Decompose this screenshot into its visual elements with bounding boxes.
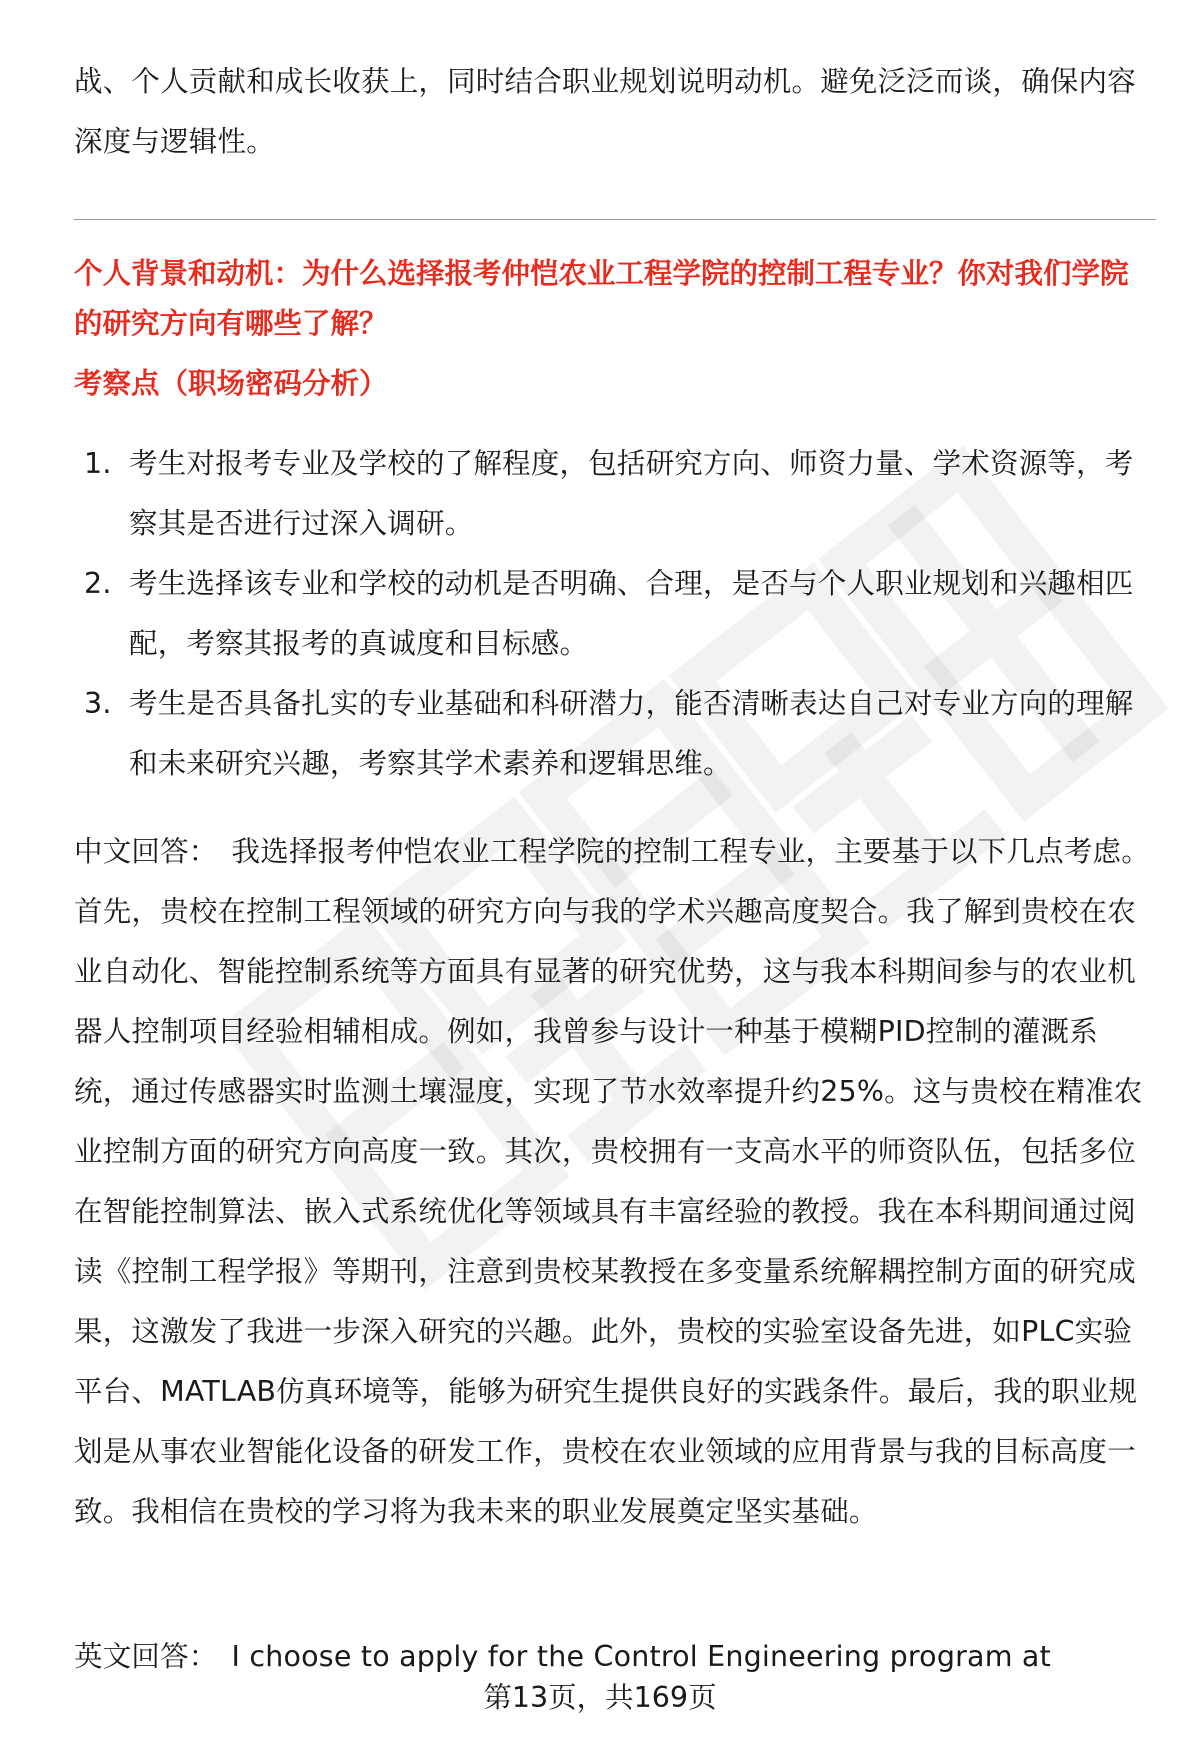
exam-point-item (74, 434, 1154, 554)
exam-points-title: 考察点（职场密码分析） (74, 367, 388, 400)
english-answer-text: I choose to apply for the Control Engineering program at (231, 1640, 1051, 1673)
chinese-answer (74, 822, 1154, 1542)
intro-paragraph: 战、个人贡献和成长收获上，同时结合职业规划说明动机。避免泛泛而谈，确保内容深度与逻辑性。 (74, 65, 1136, 158)
chinese-answer-text: 我选择报考仲恺农业工程学院的控制工程专业，主要基于以下几点考虑。首先，贵校在控制工程领域的研究方向与我的学术兴趣高度契合。我了解到贵校在农业自动化、智能控制系统等方面具有显著的研究优势，这与我本科期间参与的农业机器人控制项目经验相辅相成。例如，我曾参与设计一种基于模糊PID控制的灌溉系统，通过传感器实时监测土壤湿度，实现了节水效率提升约25%。这与贵校在精准农业控制方面的研究方向高度一致。其次，贵校拥有一支高水平的师资队伍，包括多位在智能控制算法、嵌入式系统优化等领域具有丰富经验的教授。我在本科期间通过阅读《控制工程学报》等期刊，注意到贵校某教授在多变量系统解耦控制方面的研究成果，这激发了我进一步深入研究的兴趣。此外，贵校的实验室设备先进，如PLC实验平台、MATLAB仿真环境等，能够为研究生提供良好的实践条件。最后，我的职业规划是从事农业智能化设备的研发工作，贵校在农业领域的应用背景与我的目标高度一致。我相信在贵校的学习将为我未来的职业发展奠定坚实基础。 (74, 835, 1150, 1528)
exam-point-text: 考生是否具备扎实的专业基础和科研潜力，能否清晰表达自己对专业方向的理解和未来研究兴趣，考察其学术素养和逻辑思维。 (129, 687, 1134, 780)
exam-point-number: 3. (84, 687, 112, 720)
exam-point-number: 2. (84, 567, 112, 600)
exam-points-list (74, 434, 1154, 794)
page-number: 第13页，共169页 (483, 1681, 717, 1714)
english-answer-label: 英文回答： (74, 1640, 218, 1673)
exam-point-text: 考生选择该专业和学校的动机是否明确、合理，是否与个人职业规划和兴趣相匹配，考察其报考的真诚度和目标感。 (129, 567, 1134, 660)
exam-point-number: 1. (84, 447, 112, 480)
exam-point-item (74, 554, 1154, 674)
exam-point-item (74, 674, 1154, 794)
section-divider (74, 219, 1156, 220)
exam-point-text: 考生对报考专业及学校的了解程度，包括研究方向、师资力量、学术资源等，考察其是否进行过深入调研。 (129, 447, 1134, 540)
question-heading: 个人背景和动机：为什么选择报考仲恺农业工程学院的控制工程专业？你对我们学院的研究方向有哪些了解？ (74, 257, 1129, 340)
chinese-answer-label: 中文回答： (74, 835, 218, 868)
